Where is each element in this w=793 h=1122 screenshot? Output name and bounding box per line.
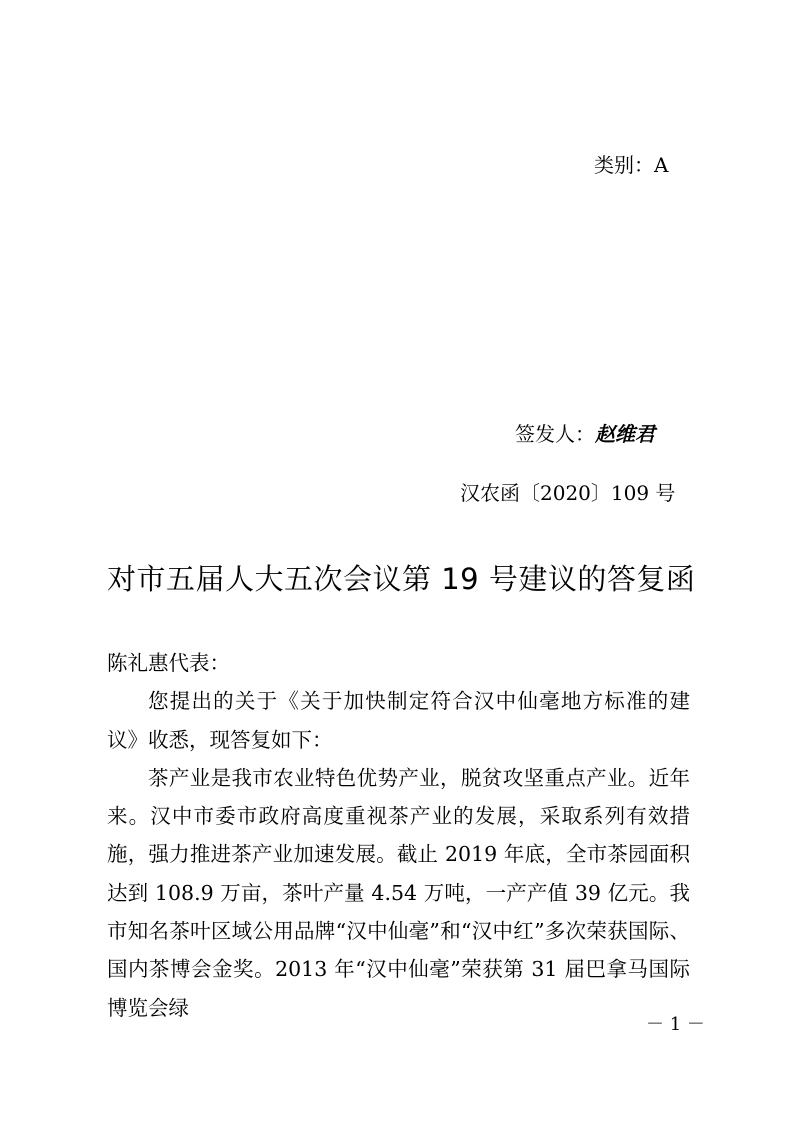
document-body: [107, 644, 690, 1027]
salutation: 陈礼惠代表：: [107, 651, 230, 675]
paragraph-acknowledgement: 您提出的关于《关于加快制定符合汉中仙毫地方标准的建议》收悉，现答复如下：: [107, 689, 690, 752]
signer-line: [515, 420, 655, 448]
signer-name: 赵维君: [595, 422, 655, 446]
document-category: 类别：A: [594, 153, 669, 177]
document-number: 汉农函〔2020〕109 号: [460, 481, 676, 505]
document-title: 对市五届人大五次会议第 19 号建议的答复函: [107, 562, 696, 596]
signer-label: 签发人：: [515, 422, 595, 446]
page-number: － 1 －: [646, 1014, 705, 1035]
paragraph-tea-industry: 茶产业是我市农业特色优势产业，脱贫攻坚重点产业。近年来。汉中市委市政府高度重视茶产业的发展，采取系列有效措施，强力推进茶产业加速发展。截止 2019 年底，全市茶园面积达到 108.9 万亩，茶叶产量 4.54 万吨，一产产值 39 亿元。我市知名茶叶区域公用品牌“汉中仙毫”和“汉中红”多次荣获国际、国内茶博会金奖。2013 年“汉中仙毫”荣获第 31 届巴拿马国际博览会绿: [107, 765, 690, 1020]
